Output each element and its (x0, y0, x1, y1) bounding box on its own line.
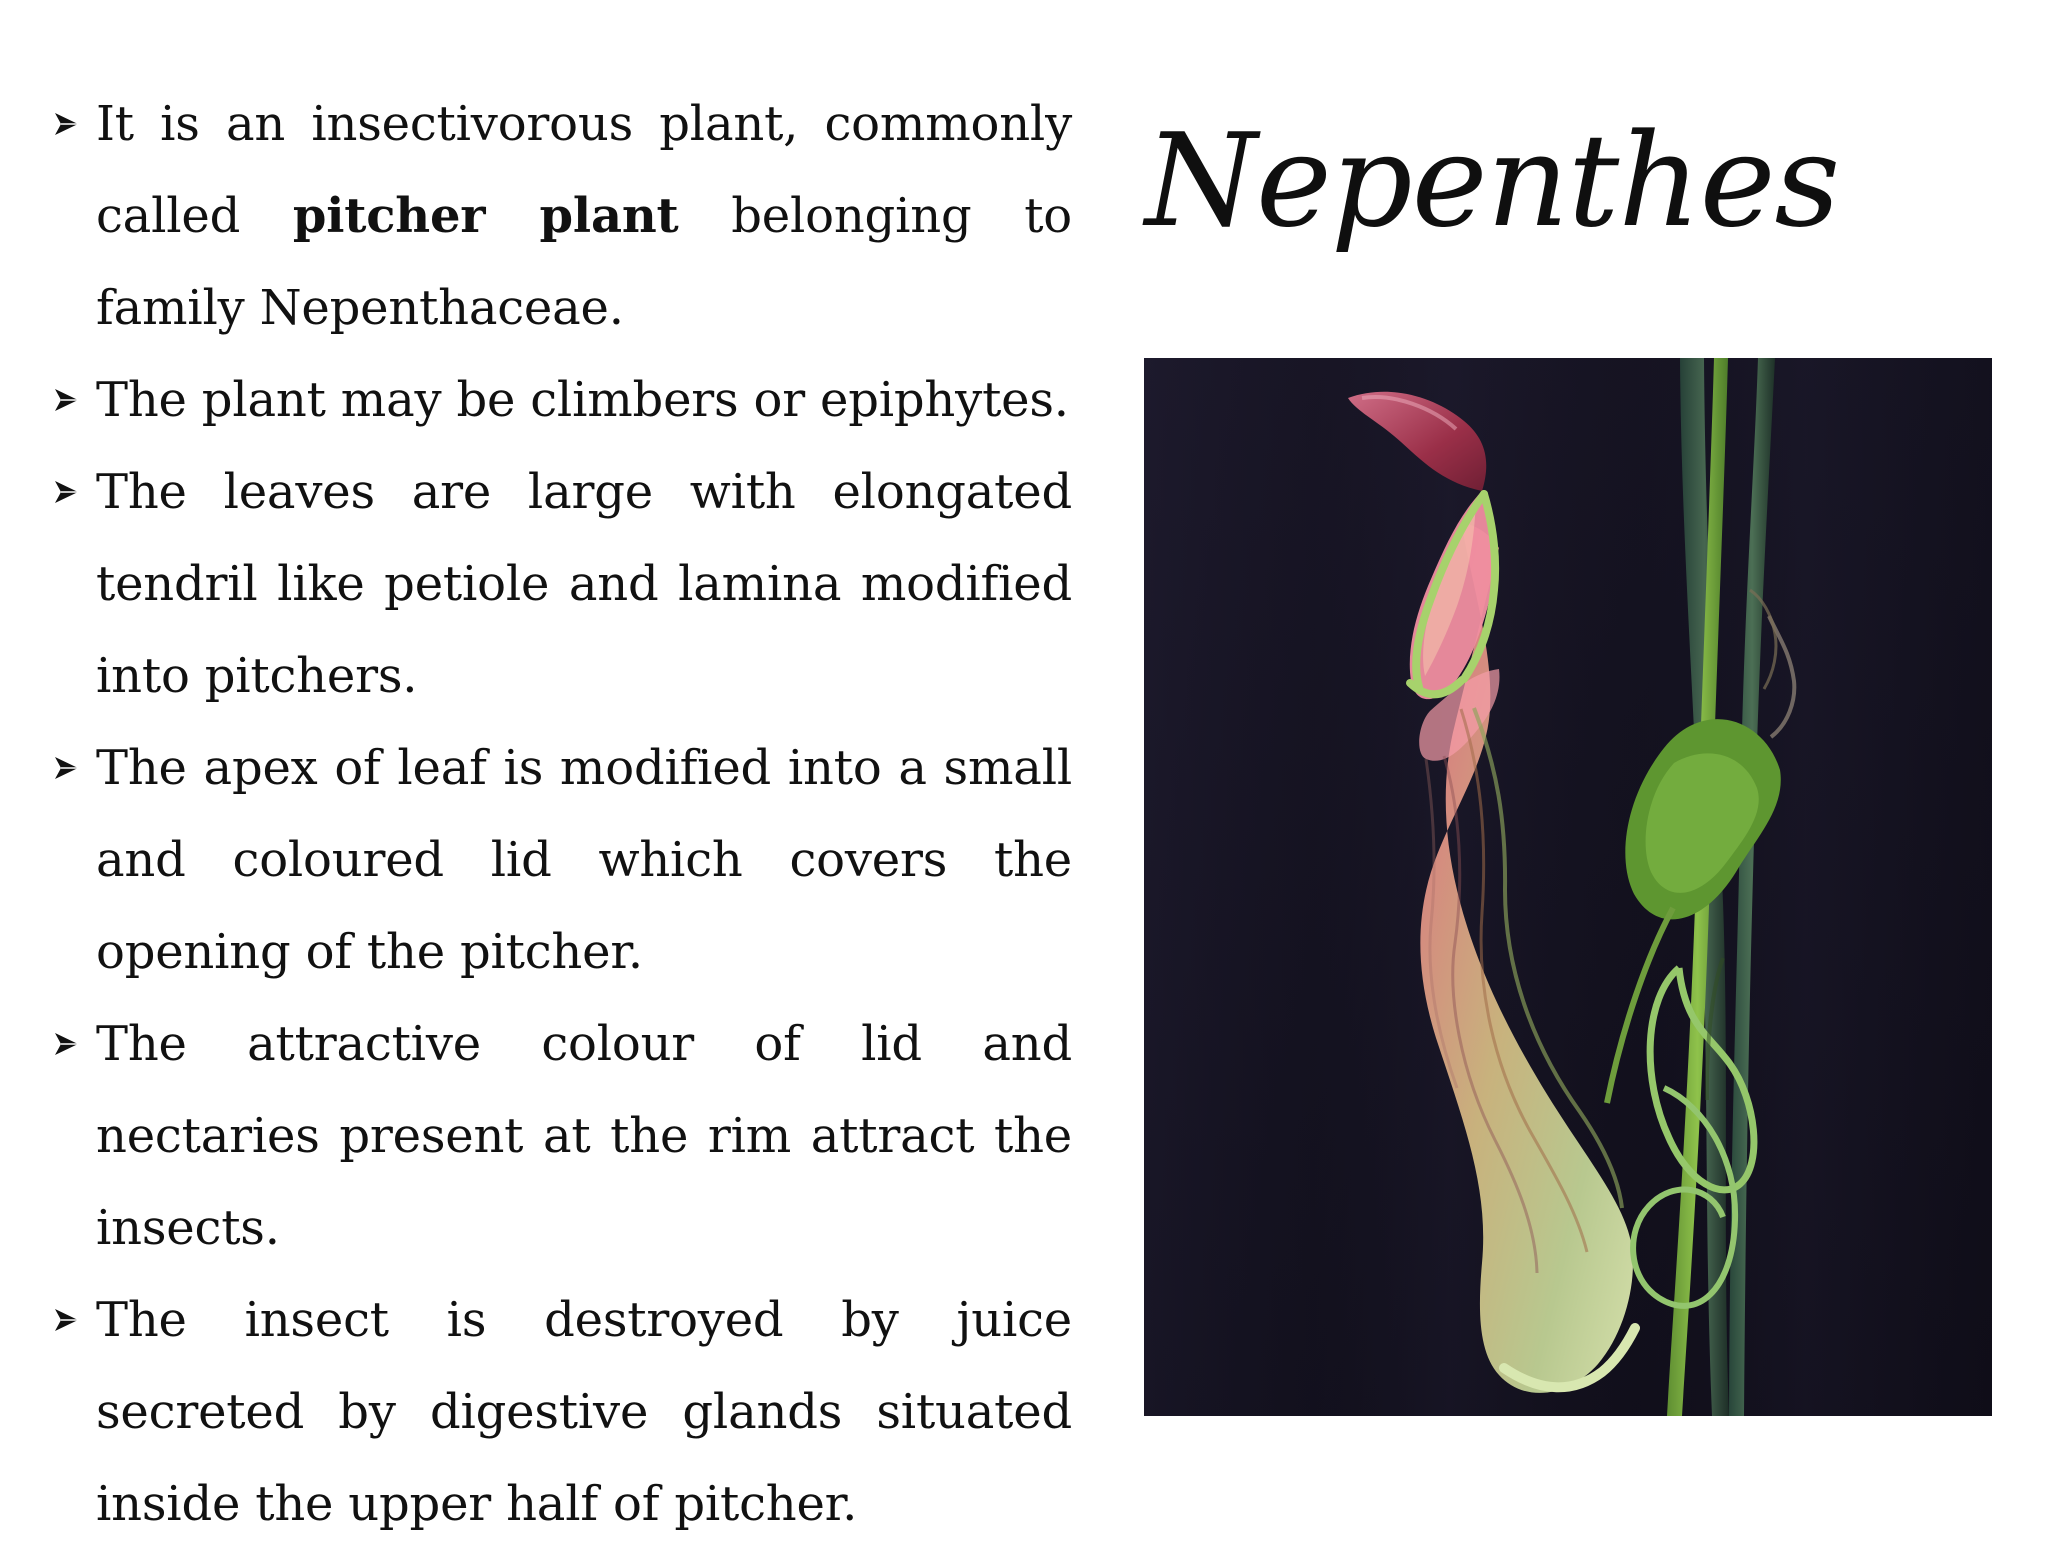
bullet-2-text: The plant may be climbers or epiphytes. (96, 372, 1069, 428)
bullet-4-text: The apex of leaf is modified into a small and coloured lid which covers the opening of the pitcher. (96, 740, 1072, 980)
bullet-arrow-icon (52, 446, 92, 538)
bullet-item-5 (52, 998, 1072, 1274)
bullet-arrow-icon (52, 354, 92, 446)
bullet-arrow-icon (52, 998, 92, 1090)
bullet-item-6 (52, 1274, 1072, 1550)
bullet-arrow-icon (52, 722, 92, 814)
pitcher-plant-emphasis: pitcher plant (292, 188, 679, 244)
nepenthes-photo (1144, 358, 1992, 1416)
bullet-list (52, 78, 1072, 1550)
bullet-5-text: The attractive colour of lid and nectaries present at the rim attract the insects. (96, 1016, 1072, 1256)
bullet-6-text: The insect is destroyed by juice secreted by digestive glands situated inside the upper half of pitcher. (96, 1292, 1072, 1532)
slide-title: Nepenthes (1145, 107, 1840, 256)
bullet-item-2 (52, 354, 1072, 446)
bullet-item-3 (52, 446, 1072, 722)
bullet-item-1 (52, 78, 1072, 354)
bullet-1-text-before: It is an insectivorous plant, commonly called (96, 96, 1072, 244)
bullet-item-4 (52, 722, 1072, 998)
bullet-arrow-icon (52, 1274, 92, 1366)
bullet-arrow-icon (52, 78, 92, 170)
bullet-3-text: The leaves are large with elongated tendril like petiole and lamina modified into pitchers. (96, 464, 1072, 704)
bullet-1-text-after: belonging to family Nepenthaceae. (96, 188, 1072, 336)
pitcher-plant-illustration (1144, 358, 1992, 1416)
